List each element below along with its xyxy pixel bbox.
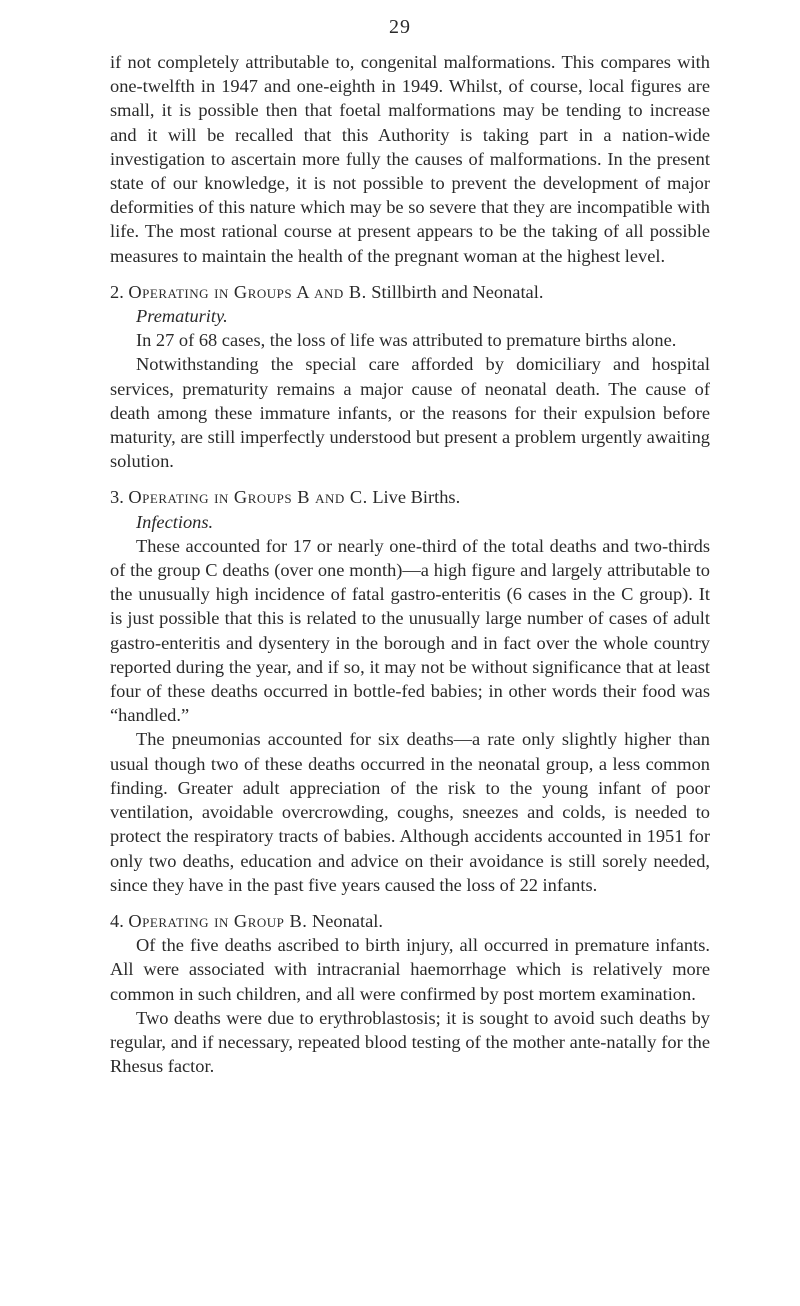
page-body — [110, 50, 710, 1078]
section-4-title: Operating in Group B. — [128, 910, 308, 931]
section-2-number: 2. — [110, 281, 124, 302]
paragraph-premature-births: In 27 of 68 cases, the loss of life was attributed to premature births alone. — [136, 330, 677, 351]
section-4-number: 4. — [110, 910, 124, 931]
section-3-subheading: Infections. — [136, 511, 214, 532]
section-2-title: Operating in Groups A and B. — [128, 281, 367, 302]
paragraph-prematurity: Notwithstanding the special care afforded by domiciliary and hospital services, prematurity remains a major cause of neonatal death. The cause of death among these immature infants, or the reasons for their expulsion before maturity, are still imperfectly understood but present a problem urgently awaiting solution. — [110, 354, 710, 472]
section-4-subtitle: Neonatal. — [307, 910, 383, 931]
section-3-heading — [110, 485, 710, 509]
paragraph-birth-injury: Of the five deaths ascribed to birth injury, all occurred in premature infants. All were associated with intracranial haemorrhage which is relatively more common in such children, and all were confirmed by post mortem examination. — [110, 935, 710, 1004]
section-3-title: Operating in Groups B and C. — [128, 487, 368, 508]
paragraph-erythroblastosis: Two deaths were due to erythroblastosis; it is sought to avoid such deaths by regular, and if necessary, repeated blood testing of the mother ante-natally for the Rhesus factor. — [110, 1007, 710, 1077]
paragraph-malformations: if not completely attributable to, congenital malformations. This compares with one-twelfth in 1947 and one-eighth in 1949. Whilst, of course, local figures are small, it is possible then that foetal malformations may be tending to increase and it will be recalled that this Authority is taking part in a nation-wide investigation to ascertain more fully the causes of malformations. In the present state of our knowledge, it is not possible to prevent the development of major deformities of this nature which may be so severe that they are incompatible with life. The most rational course at present appears to be the taking of all possible measures to maintain the health of the pregnant woman at the highest level. — [110, 52, 710, 266]
section-2-subtitle: Stillbirth and Neonatal. — [366, 281, 544, 302]
paragraph-infections: These accounted for 17 or nearly one-third of the total deaths and two-thirds of the group C deaths (over one month)—a high figure and largely attributable to the unusually high incidence of fatal gastro-enteritis (6 cases in the C group). It is just possible that this is related to the unusually large number of cases of adult gastro-enteritis and dysentery in the borough and in fact over the whole country reported during the year, and if so, it may not be without significance that at least four of these deaths occurred in bottle-fed babies; in other words their food was “handled.” — [110, 535, 710, 726]
section-2-heading — [110, 280, 710, 304]
section-3-subtitle: Live Births. — [367, 487, 461, 508]
section-4-heading — [110, 909, 710, 933]
page-number: 29 — [389, 16, 411, 38]
section-3-number: 3. — [110, 487, 124, 508]
paragraph-pneumonias: The pneumonias accounted for six deaths—a rate only slightly higher than usual though two of these deaths occurred in the neonatal group, a less common finding. Greater adult appreciation of the risk to the young infant of poor ventilation, avoidable overcrowding, coughs, sneezes and colds, is needed to protect the respiratory tracts of babies. Although accidents accounted in 1951 for only two deaths, education and advice on their avoidance is still sorely needed, since they have in the past five years caused the loss of 22 infants. — [110, 729, 710, 895]
section-2-subheading: Prematurity. — [136, 306, 228, 327]
